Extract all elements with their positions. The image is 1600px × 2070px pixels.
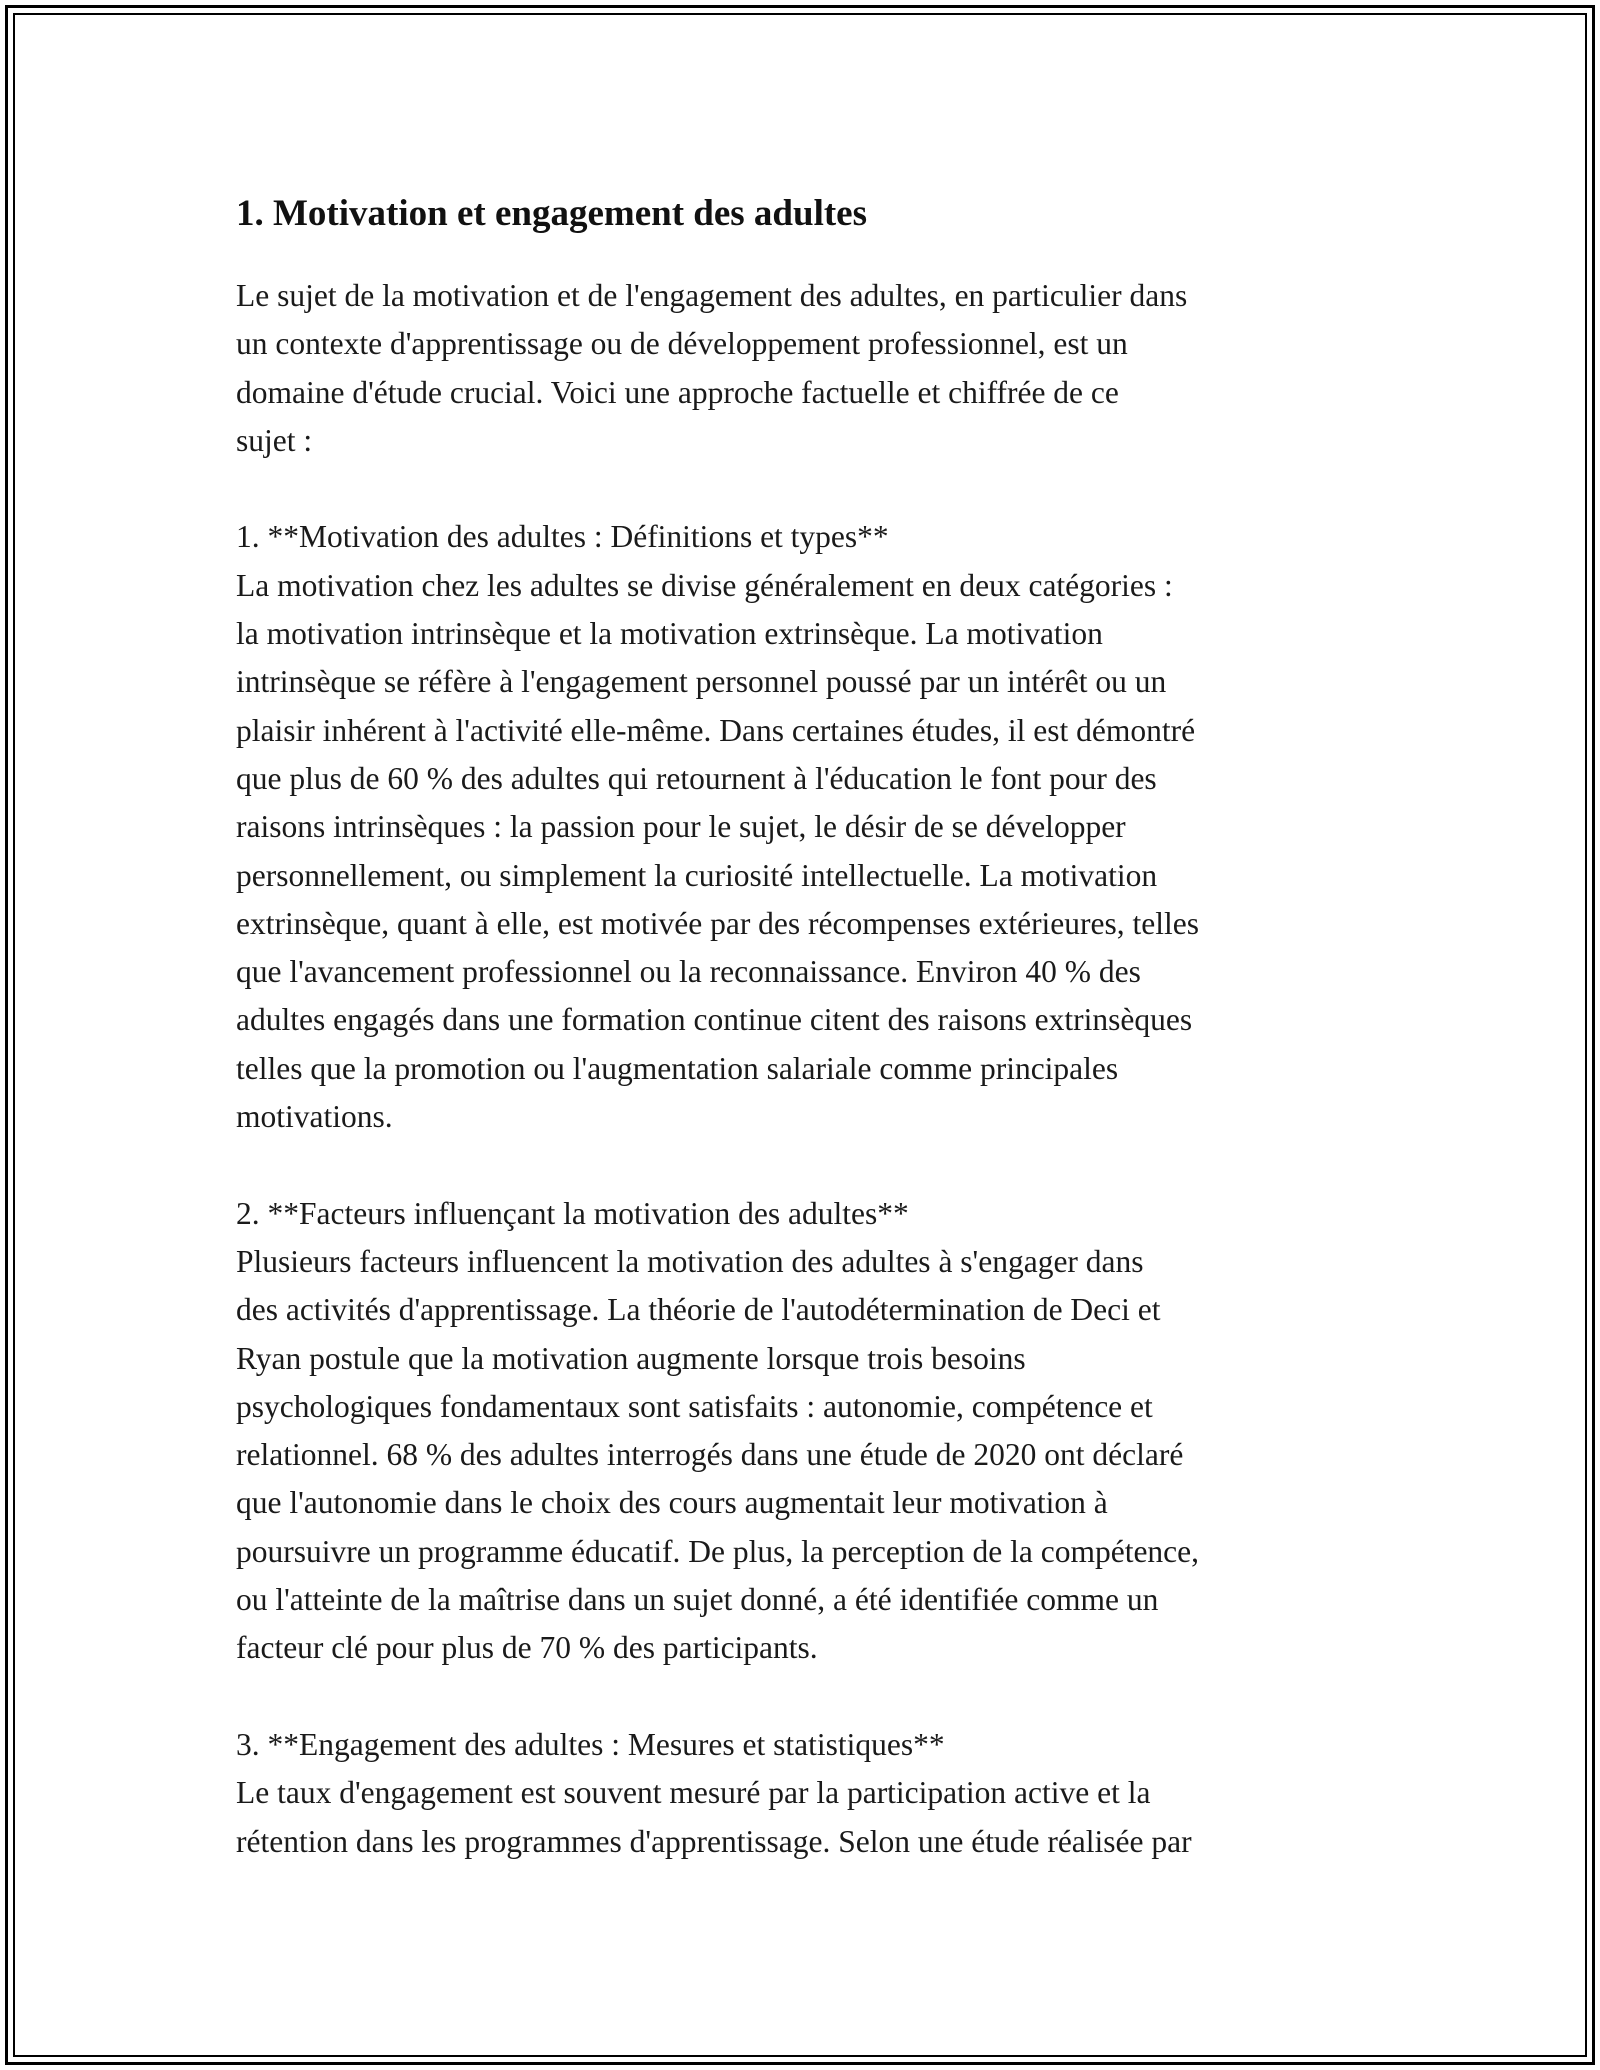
intro-paragraph: Le sujet de la motivation et de l'engagement des adultes, en particulier dans un contexte d'apprentissage ou de développement professionnel, est un domaine d'étude crucial. Voici une approche factuelle et chiffrée de ce sujet :	[236, 278, 1188, 458]
section-1-heading: 1. **Motivation des adultes : Définitions et types**	[236, 519, 889, 555]
section-1-body: La motivation chez les adultes se divise généralement en deux catégories : la motivation intrinsèque et la motivation extrinsèque. La motivation intrinsèque se réfère à l'engagement personnel poussé par un intérêt ou un plaisir inhérent à l'activité elle-même. Dans certaines études, il est démontré que plus de 60 % des adultes qui retournent à l'éducation le font pour des raisons intrinsèques : la passion pour le sujet, le désir de se développer personnellement, ou simplement la curiosité intellectuelle. La motivation extrinsèque, quant à elle, est motivée par des récompenses extérieures, telles que l'avancement professionnel ou la reconnaissance. Environ 40 % des adultes engagés dans une formation continue citent des raisons extrinsèques telles que la promotion ou l'augmentation salariale comme principales motivations.	[236, 567, 1199, 1135]
section-2-body: Plusieurs facteurs influencent la motivation des adultes à s'engager dans des activités d'apprentissage. La théorie de l'autodétermination de Deci et Ryan postule que la motivation augmente lorsque trois besoins psychologiques fondamentaux sont satisfaits : autonomie, compétence et relationnel. 68 % des adultes interrogés dans une étude de 2020 ont déclaré que l'autonomie dans le choix des cours augmentait leur motivation à poursuivre un programme éducatif. De plus, la perception de la compétence, ou l'atteinte de la maîtrise dans un sujet donné, a été identifiée comme un facteur clé pour plus de 70 % des participants.	[236, 1243, 1200, 1666]
paragraph-gap	[236, 1673, 1366, 1721]
section-3-heading: 3. **Engagement des adultes : Mesures et statistiques**	[236, 1726, 945, 1762]
paragraph-gap	[236, 1141, 1366, 1189]
paragraph-gap	[236, 465, 1366, 513]
document-content	[236, 186, 1366, 1866]
section-3-body: Le taux d'engagement est souvent mesuré par la participation active et la rétention dans les programmes d'apprentissage. Selon une étude réalisée par	[236, 1775, 1192, 1859]
section-2-heading: 2. **Facteurs influençant la motivation des adultes**	[236, 1195, 909, 1231]
document-title: 1. Motivation et engagement des adultes	[236, 193, 867, 234]
